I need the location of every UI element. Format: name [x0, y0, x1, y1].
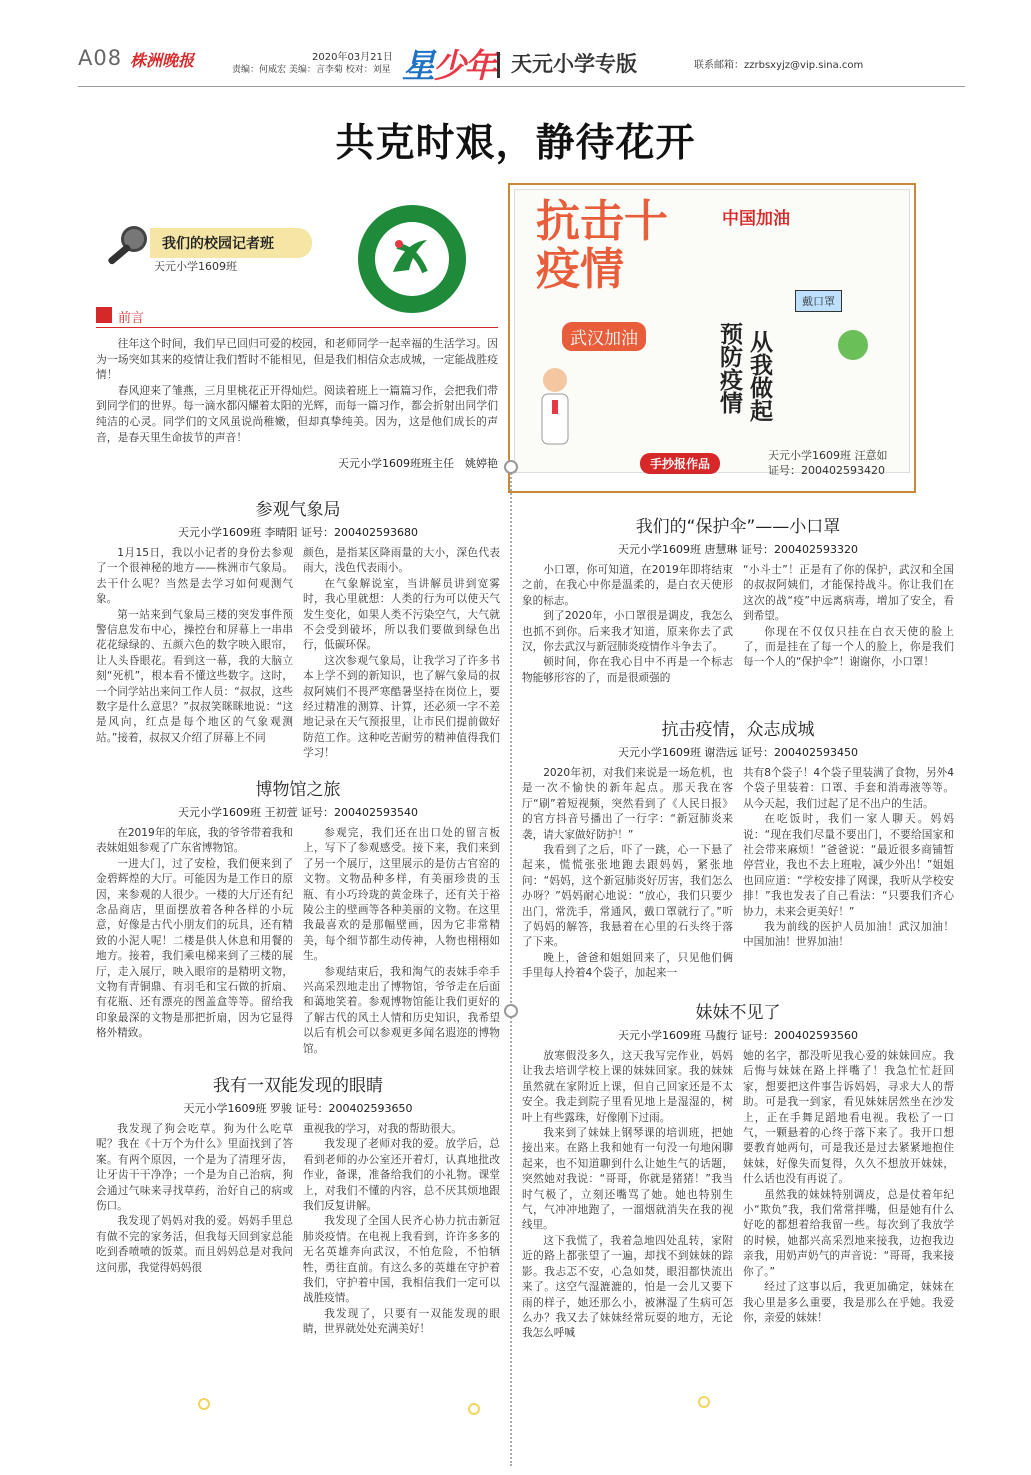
article-fight — [522, 715, 954, 982]
poster-mask-label: 戴口罩 — [795, 290, 842, 312]
article-byline: 天元小学1609班 马馥行 证号：200402593560 — [618, 1029, 858, 1042]
preface-paragraph: 往年这个时间，我们早已回归可爱的校园，和老师同学一起幸福的生活学习。因为一场突如其来的疫情让我们暂时不能相见，但是我们相信众志成城，一定能战胜疫情！ — [96, 337, 498, 382]
section-logo-a: 星 — [402, 46, 433, 85]
editor-credits: 责编：何威宏 美编：言李菊 校对：刘星 — [232, 65, 391, 75]
article-column — [96, 546, 293, 762]
section-logo — [402, 40, 495, 87]
newspaper-name: 株洲晚报 — [130, 51, 195, 70]
paragraph: 她的名字，都没听见我心爱的妹妹回应。我后悔与妹妹在路上拌嘴了！我急忙忙赶回家，想要把这件事告诉妈妈，寻求大人的帮助。可是我一到家，看见妹妹居然坐在沙发上，正在手舞足蹈地看电视。我松了一口气，一颗悬着的心终于落下来了。我开口想要教育她两句，可是我还是过去紧紧地抱住妹妹，好像失而复得，久久不想放开妹妹，什么话也没有再说了。 — [743, 1050, 954, 1186]
school-seal-logo — [358, 205, 466, 313]
article-column — [743, 766, 954, 982]
poster-tag: 手抄报作品 — [640, 453, 720, 474]
flower-icon — [200, 1400, 208, 1408]
article-column — [303, 546, 500, 762]
paragraph: 1月15日，我以小记者的身份去参观了一个很神秘的地方——株洲市气象局。去干什么呢？当然是去学习如何观测气象。 — [96, 547, 293, 606]
article-byline: 天元小学1609班 罗骏 证号：200402593650 — [183, 1102, 413, 1115]
preface-rule — [96, 327, 498, 328]
paragraph: 虽然我的妹妹特别调皮，总是仗着年纪小“欺负”我，我们常常拌嘴，但是她有什么好吃的都想着给我留一些。每次到了我放学的时候，她都兴高采烈地来接我，边抱我边亲我，用奶声奶气的声音说：“哥哥，我来接你了。” — [743, 1188, 954, 1278]
poster-prevent-slogan: 预防疫情 — [716, 322, 742, 414]
paragraph: 这次参观气象局，让我学习了许多书本上学不到的新知识，也了解气象局的叔叔阿姨们不畏严寒酷暑坚持在岗位上，要经过精准的测算、计算，还必须一字不差地记录在天气预报里，让市民们提前做好防范工作。这种吃苦耐劳的精神值得我们学习！ — [303, 654, 500, 760]
article-mask — [522, 512, 954, 686]
paragraph: 我发现了妈妈对我的爱。妈妈手里总有做不完的家务活，但我每天回到家总能吃到香喷喷的饭菜。而且妈妈总是对我问这问那，我觉得妈妈很 — [96, 1215, 293, 1274]
preface-arrow-icon — [96, 307, 112, 323]
flower-icon — [470, 1405, 478, 1413]
contact-email: 联系邮箱：zzrbsxyjz@vip.sina.com — [694, 60, 864, 71]
paragraph: 第一站来到气象局三楼的突发事件预警信息发布中心，操控台和屏幕上一串串花花绿绿的、五颜六色的数字映入眼帘，让人头昏眼花。看到这一幕，我的大脑立刻“死机”，根本看不懂这些数字。这时，一个同学站出来问工作人员：“叔叔，这些数字是什么意思？”叔叔笑眯眯地说：“这是风向，红点是每个地区的气象观测站。”接着，叔叔又介绍了屏幕上不同 — [96, 608, 293, 744]
article-title: 我们的“保护伞”——小口罩 — [635, 517, 841, 537]
nurse-illustration-icon — [530, 360, 580, 460]
article-eyes — [96, 1071, 500, 1338]
paragraph: 我来到了妹妹上钢琴课的培训班，把她接出来。在路上我和她有一句没一句地闲聊起来，也不知道聊到什么让她生气的话题，突然她对我说：“哥哥，你就是猪猪！”我当时气极了，立刻还嘴骂了她。她也特别生气，气冲冲地跑了，一溜烟就消失在我的视线里。 — [522, 1127, 733, 1232]
paragraph: 这下我慌了，我着急地四处乱转，家附近的路上都张望了一遍，却找不到妹妹的踪影。我忐忑不安，心急如焚，眼泪都快流出来了。这空气湿漉漉的，怕是一会儿又要下雨的样子，她还那么小，被淋湿了生病可怎么办？我又去了妹妹经常玩耍的地方，无论我怎么呼喊 — [522, 1234, 733, 1340]
article-column — [96, 826, 293, 1057]
paragraph: 放寒假没多久，这天我写完作业，妈妈让我去培训学校上课的妹妹回家。我的妹妹虽然就在家附近上课，但自己回家还是不太安全。我走到院子里看见地上是湿湿的，树叶上有些露珠，好像刚下过雨。 — [522, 1050, 733, 1124]
header-divider — [497, 52, 500, 78]
preface-label: 前言 — [118, 311, 145, 326]
paragraph: 参观结束后，我和淘气的表妹手牵手兴高采烈地走出了博物馆，爷爷走在后面和蔼地笑着。参观博物馆能让我们更好的了解古代的风土人情和历史知识，我希望以后有机会可以参观更多闻名遐迩的博物馆。 — [303, 965, 500, 1055]
divider-knob — [504, 1004, 518, 1018]
poster-wuhan-slogan: 武汉加油 — [562, 322, 646, 351]
article-title: 妹妹不见了 — [695, 1003, 781, 1023]
article-weather — [96, 495, 500, 762]
article-title: 参观气象局 — [255, 500, 341, 520]
virus-icon — [838, 330, 868, 360]
preface-paragraph: 春风迎来了雏燕，三月里桃花正开得灿烂。阅读着班上一篇篇习作，会把我们带到同学们的世界。每一滴水都闪耀着太阳的光辉，而每一篇习作，都会折射出同学们纯洁的心灵。同学们的文风虽说尚稚嫩，但却真挚纯美。因为，这是他们成长的声音，是春天里生命拔节的声音！ — [96, 383, 498, 444]
microphone-icon — [98, 221, 154, 277]
school-emblem-icon — [375, 222, 449, 296]
preface-signature: 天元小学1609班班主任 姚婷艳 — [338, 457, 498, 470]
article-column — [303, 826, 500, 1057]
paragraph: 我发现了狗会吃草。狗为什么吃草呢？我在《十万个为什么》里面找到了答案。有两个原因，一个是为了清理牙齿，让牙齿干干净净；一个是为自己治病，狗会通过气味来寻找草药，治好自己的病或伤口。 — [96, 1123, 293, 1213]
article-title: 抗击疫情，众志成城 — [661, 720, 815, 740]
paragraph: 你现在不仅仅只挂在白衣天使的脸上了，而是挂在了每一个人的脸上，你是我们每一个人的“保护伞”！谢谢你，小口罩！ — [743, 625, 954, 669]
article-byline: 天元小学1609班 谢浩远 证号：200402593450 — [618, 746, 858, 759]
poster-china-slogan: 中国加油 — [722, 209, 790, 229]
paragraph: 我为前线的医护人员加油！武汉加油！中国加油！世界加油！ — [743, 921, 954, 949]
paragraph: 在气象解说室，当讲解员讲到宽雾时，我心里就想：人类的行为可以使天气发生变化，如果人类不污染空气，大气就不会受到破坏，所以我们要做到绿色出行，低碳环保。 — [303, 577, 500, 652]
paragraph: 一进大门，过了安检，我们便来到了金碧辉煌的大厅。可能因为是工作日的原因，来参观的人很少。一楼的大厅还有纪念品商店，里面摆放着各种各样的小玩意，好像是古代小朋友们的玩具，还有精致的小泥人呢！二楼是供人休息和用餐的地方。接着，我们乘电梯来到了三楼的展厅，走入展厅，映入眼帘的是精明文物，文物有青铜鼎、有羽毛和宝石做的折扇、有花瓶、还有漂亮的图盖盒等等。留给我印象最深的文物是那把折扇，因为它显得格外精致。 — [96, 857, 293, 1040]
reporter-badge: 我们的校园记者班 — [150, 228, 312, 258]
flower-icon — [700, 1398, 708, 1406]
poster-credit-id: 证号：20040259342​0 — [768, 464, 885, 477]
article-byline: 天元小学1609班 唐慧琳 证号：200402593320 — [618, 543, 858, 556]
bottom-grass-decoration — [76, 1350, 963, 1418]
poster-credit — [768, 448, 888, 478]
paragraph: 我发现了老师对我的爱。放学后，总看到老师的办公室还开着灯，认真地批改作业，备课，准备给我们的小礼物。课堂上，对我们不懂的内容，总不厌其烦地跟我们反复讲解。 — [303, 1138, 500, 1213]
paragraph: 颜色，是指某区降雨量的大小，深色代表雨大，浅色代表雨小。 — [303, 547, 500, 575]
paragraph: 在2019年的年底，我的爷爷带着我和表妹姐姐参观了广东省博物馆。 — [96, 827, 293, 855]
column-title: 天元小学专版 — [511, 52, 637, 76]
article-column — [743, 563, 954, 686]
paragraph: 共有8个袋子！4个袋子里装满了食物，另外4个袋子里装着：口罩、手套和消毒液等等。从今天起，我们过起了足不出户的生活。 — [743, 767, 954, 810]
paragraph: 晚上，爸爸和姐姐回来了，只见他们俩手里每人拎着4个袋子，加起来一 — [522, 951, 733, 980]
header-rule — [78, 86, 965, 87]
paragraph: 在吃饭时，我们一家人聊天。妈妈说：“现在我们尽量不要出门，不要给国家和社会带来麻烦！”爸爸说：“最近很多商铺暂停营业，我也不去上班啦，减少外出！”姐姐也回应道：“学校安排了网课，我听从学校安排！”我也发表了自己看法：“只要我们齐心协力，未来会更美好！” — [743, 813, 954, 918]
article-column — [303, 1122, 500, 1338]
paragraph: “小斗士”！正是有了你的保护，武汉和全国的叔叔阿姨们，才能保持战斗。你让我们在这次的战“疫”中远离病毒，增加了安全，看到希望。 — [743, 564, 954, 623]
paragraph: 2020年初，对我们来说是一场危机，也是一次不愉快的新年起点。那天我在客厅“刷”着短视频，突然看到了《人民日报》的官方抖音号播出了一行字：“新冠肺炎来袭，请大家做好防护！” — [522, 767, 733, 841]
section-logo-b: 少年 — [433, 46, 495, 85]
page-headline: 共克时艰，静待花开 — [335, 121, 696, 166]
poster-fromme-slogan: 从我做起 — [746, 330, 772, 422]
issue-date: 2020年03月21日 — [312, 52, 393, 63]
reporter-class: 天元小学1609班 — [154, 260, 237, 273]
article-column — [743, 1049, 954, 1342]
preface-text — [96, 336, 498, 445]
paragraph: 我看到了之后，吓了一跳，心一下悬了起来，慌慌张张地跑去跟妈妈，紧张地问：“妈妈，这个新冠肺炎好厉害，我们怎么办呀？”妈妈耐心地说：“放心，我们只要少出门，常洗手，常通风，戴口罩就行了。”听了妈妈的解答，我悬着在心里的石头终于落了下来。 — [522, 844, 733, 949]
article-column — [96, 1122, 293, 1338]
article-column — [522, 1049, 733, 1342]
article-byline: 天元小学1609班 王初萱 证号：200402593540 — [178, 806, 418, 819]
paragraph: 到了2020年，小口罩很是调皮，我怎么也抓不到你。后来我才知道，原来你去了武汉，你去武汉与新冠肺炎疫情作斗争去了。 — [522, 610, 733, 654]
paragraph: 重视我的学习，对我的帮助很大。 — [303, 1123, 462, 1135]
paragraph: 我发现了，只要有一双能发现的眼睛，世界就处处充满美好！ — [303, 1307, 500, 1336]
paragraph: 小口罩，你可知道，在2019年即将结束之前，在我心中你是温柔的，是白衣天使形象的标志。 — [522, 564, 733, 607]
article-column — [522, 766, 733, 982]
paragraph: 顿时间，你在我心目中不再是一个标志物能够形容的了，而是很顽强的 — [522, 656, 733, 684]
page-number: A08 — [78, 46, 123, 70]
divider-knob — [504, 460, 518, 474]
poster-credit-author: 天元小学1609班 汪意如 — [768, 449, 888, 462]
article-title: 博物馆之旅 — [255, 780, 341, 800]
paragraph: 经过了这事以后，我更加确定，妹妹在我心里是多么重要，我是那么在乎她。我爱你，亲爱的妹妹！ — [743, 1281, 954, 1324]
article-column — [522, 563, 733, 686]
column-divider — [510, 466, 512, 1466]
article-byline: 天元小学1609班 李晴阳 证号：200402593680 — [178, 526, 418, 539]
poster-main-title: 抗击十疫情 — [536, 196, 668, 295]
paragraph: 参观完，我们还在出口处的留言板上，写下了参观感受。接下来，我们来到了另一个展厅，这里展示的是仿古官窑的文物。文物品种多样，有美丽珍贵的玉瓶、有小巧玲珑的黄金珠子，还有关于裕陵公主的壁画等各种美丽的文物。在这里我最喜欢的是那幅壁画，因为它非常精美，每个细节都生动传神，人物也栩栩如生。 — [303, 827, 500, 963]
article-sister — [522, 998, 954, 1342]
article-museum — [96, 775, 500, 1057]
article-title: 我有一双能发现的眼睛 — [213, 1076, 383, 1096]
paragraph: 我发现了全国人民齐心协力抗击新冠肺炎疫情。在电视上我看到，许许多多的无名英雄奔向武汉，不怕危险，不怕牺牲，勇往直前。有这么多的英雄在守护着我们，守护着中国，我相信我们一定可以战胜疫情。 — [303, 1215, 500, 1305]
